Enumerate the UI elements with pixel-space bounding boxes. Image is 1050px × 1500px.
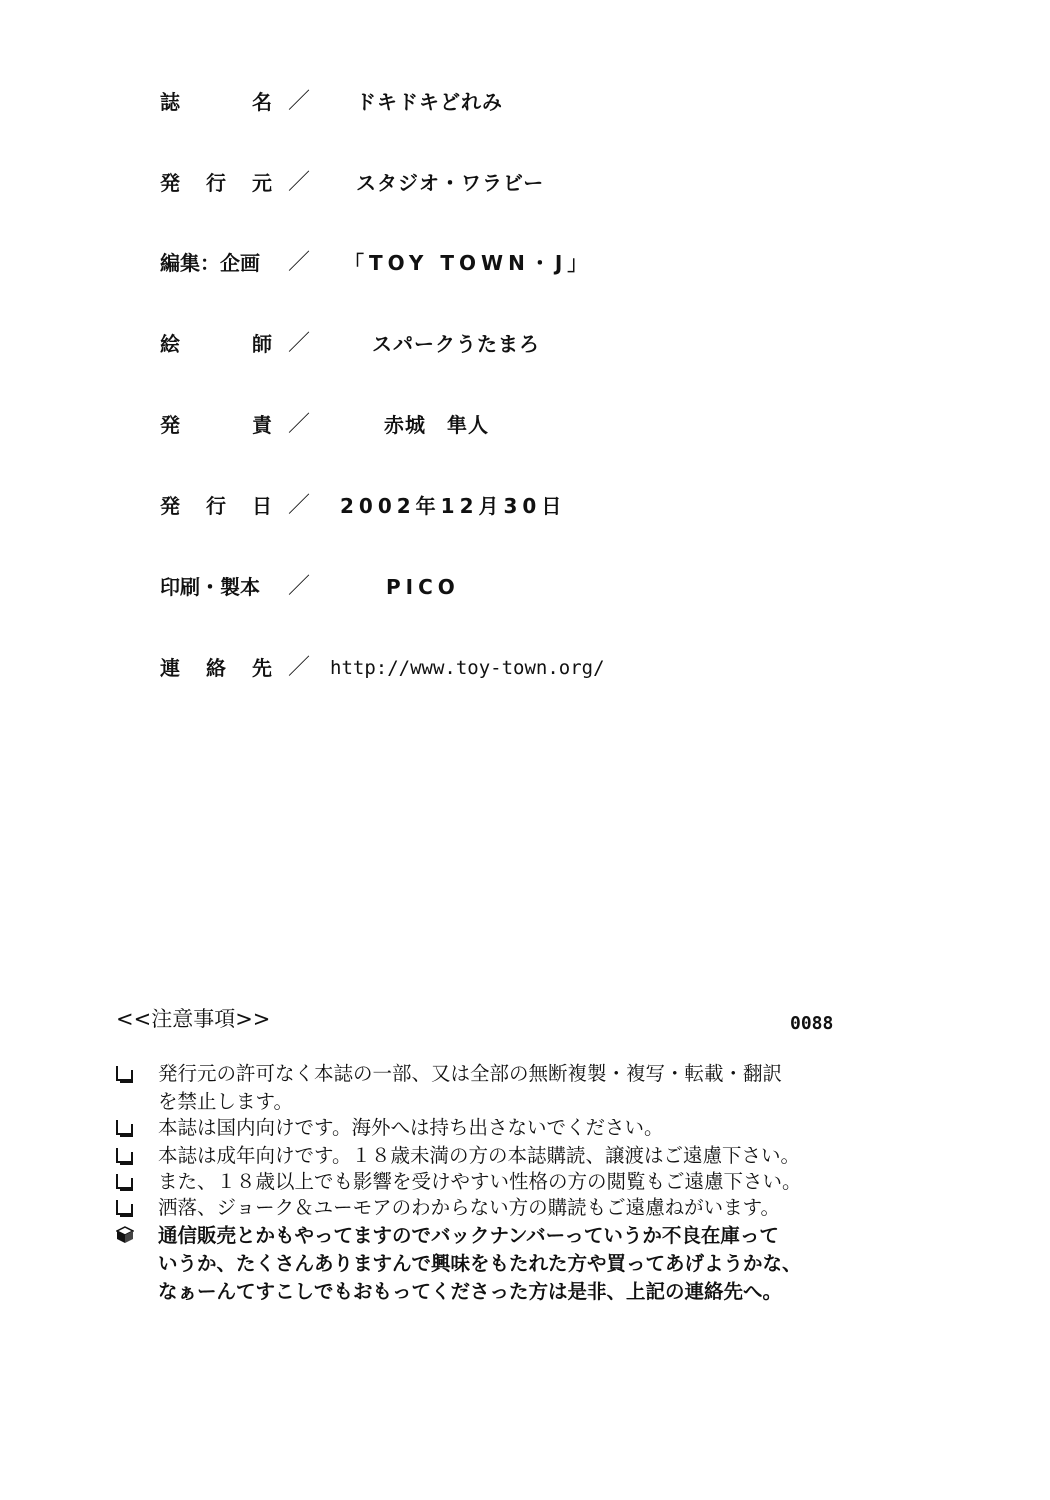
notice-item xyxy=(116,1194,856,1222)
notice-text-line: 洒落、ジョーク＆ユーモアのわからない方の購読もご遠慮ねがいます。 xyxy=(158,1196,781,1219)
notice-text-line: を禁止します。 xyxy=(158,1090,293,1113)
notice-text-line: また、１８歳以上でも影響を受けやすい性格の方の閲覧もご遠慮下さい。 xyxy=(158,1170,802,1193)
checkbox-icon xyxy=(116,1066,131,1081)
notice-item xyxy=(116,1114,856,1142)
colophon-label-char: 責 xyxy=(252,413,272,437)
colophon-separator: ／ xyxy=(288,412,311,437)
colophon-label-char: 編集：企画 xyxy=(160,251,260,275)
notice-item xyxy=(116,1142,856,1170)
colophon-label-char: 日 xyxy=(252,494,272,518)
colophon-label-char: 誌 xyxy=(160,90,180,114)
notice-text-line: 発行元の許可なく本誌の一部、又は全部の無断複製・複写・転載・翻訳 xyxy=(158,1062,783,1085)
colophon-label-char: 元 xyxy=(252,171,272,195)
colophon-label-char: 行 xyxy=(206,494,226,518)
notice-text-line: なぁーんてすこしでもおもってくださった方は是非、上記の連絡先へ。 xyxy=(158,1280,783,1303)
colophon-row-publisher xyxy=(0,165,1050,201)
colophon-label-printing-binding xyxy=(160,569,272,605)
colophon-value-magazine-name: ドキドキどれみ xyxy=(356,90,503,114)
notice-item xyxy=(116,1222,856,1306)
colophon-value-illustrator: スパークうたまろ xyxy=(372,332,540,356)
notice-text-line: いうか、たくさんありますんで興味をもたれた方や買ってあげようかな、 xyxy=(158,1252,802,1275)
colophon-label-char: 師 xyxy=(252,332,272,356)
colophon-value-printing-binding: PICO xyxy=(386,575,460,599)
colophon-separator: ／ xyxy=(288,89,311,114)
colophon-row-magazine-name xyxy=(0,84,1050,120)
colophon-label-char: 絡 xyxy=(206,656,226,680)
colophon-value-publisher: スタジオ・ワラビー xyxy=(356,171,545,195)
checkbox-icon xyxy=(116,1200,131,1215)
notice-text-line: 本誌は成年向けです。１８歳未満の方の本誌購読、譲渡はご遠慮下さい。 xyxy=(158,1144,800,1167)
colophon-label-char: 印刷・製本 xyxy=(160,575,260,599)
colophon-label-contact xyxy=(160,650,272,686)
colophon-separator: ／ xyxy=(288,655,311,680)
colophon-value-contact: http://www.toy-town.org/ xyxy=(330,657,605,679)
colophon-value-responsible: 赤城 隼人 xyxy=(384,413,489,437)
colophon-row-editing-planning xyxy=(0,245,1050,281)
colophon-label-publish-date xyxy=(160,488,272,524)
checkbox-icon xyxy=(116,1174,131,1189)
colophon-label-char: 絵 xyxy=(160,332,180,356)
colophon-label-char: 先 xyxy=(252,656,272,680)
colophon-label-char: 発 xyxy=(160,413,180,437)
notice-text-line: 本誌は国内向けです。海外へは持ち出さないでください。 xyxy=(158,1116,664,1139)
colophon-label-publisher xyxy=(160,165,272,201)
colophon-separator: ／ xyxy=(288,250,311,275)
colophon-label-char: 名 xyxy=(252,90,272,114)
colophon-row-publish-date xyxy=(0,488,1050,524)
colophon-separator: ／ xyxy=(288,574,311,599)
checkbox-icon xyxy=(116,1148,131,1163)
notice-text-line: 通信販売とかもやってますのでバックナンバーっていうか不良在庫って xyxy=(158,1224,779,1247)
colophon-label-char: 発 xyxy=(160,494,180,518)
colophon-separator: ／ xyxy=(288,493,311,518)
colophon-label-magazine-name xyxy=(160,84,272,120)
colophon-label-char: 連 xyxy=(160,656,180,680)
colophon-row-illustrator xyxy=(0,326,1050,362)
colophon-label-responsible xyxy=(160,407,272,443)
colophon-row-printing-binding xyxy=(0,569,1050,605)
checkbox-icon xyxy=(116,1120,131,1135)
colophon-row-responsible xyxy=(0,407,1050,443)
colophon-row-contact xyxy=(0,650,1050,686)
colophon-label-char: 発 xyxy=(160,171,180,195)
colophon-value-publish-date: 2002年12月30日 xyxy=(340,494,567,518)
page-number: 0088 xyxy=(790,1013,834,1034)
colophon-separator: ／ xyxy=(288,170,311,195)
colophon-separator: ／ xyxy=(288,331,311,356)
notice-heading: <<注意事項>> xyxy=(116,1007,271,1031)
colophon-value-editing-planning: 「TOY TOWN・J」 xyxy=(344,251,593,275)
colophon-label-char: 行 xyxy=(206,171,226,195)
colophon-label-illustrator xyxy=(160,326,272,362)
notice-item xyxy=(116,1060,856,1116)
colophon-label-editing-planning xyxy=(160,245,272,281)
notice-item xyxy=(116,1168,856,1196)
box-icon xyxy=(116,1226,134,1244)
